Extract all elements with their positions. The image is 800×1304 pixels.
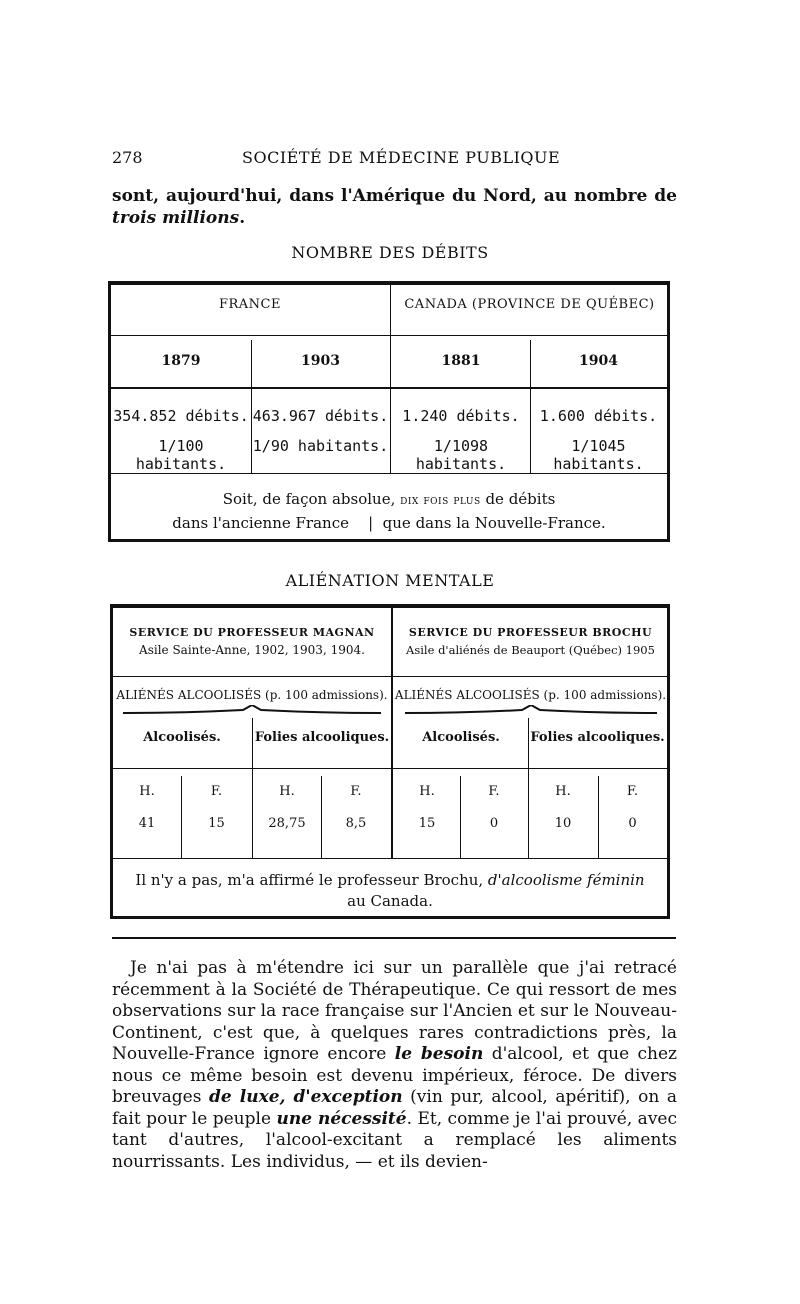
service-rule	[113, 676, 667, 677]
table2-footer-line2: au Canada.	[347, 892, 433, 910]
group-divider	[390, 285, 391, 473]
table1-footer-line1: Soit, de façon absolue, dix fois plus de débits	[222, 490, 556, 508]
sex-header: H.	[139, 784, 155, 799]
sex-header: F.	[488, 784, 500, 799]
sex-header: F.	[626, 784, 639, 799]
right-alienes: ALIÉNÉS ALCOOLISÉS (p. 100 admissions).	[394, 688, 667, 702]
value-cell: 41	[138, 816, 156, 831]
year-1881: 1881	[441, 353, 481, 369]
intro-text	[112, 185, 677, 229]
table1-title: NOMBRE DES DÉBITS	[291, 243, 489, 262]
value-cell: 0	[628, 816, 637, 831]
year-1903: 1903	[301, 353, 340, 369]
section-separator	[112, 937, 676, 939]
right-brace	[405, 705, 657, 715]
left-brace	[123, 705, 381, 715]
paragraph: Je n'ai pas à m'étendre ici sur un parallèle que j'ai retracé récemment à la Société de Thérapeutique. Ce qui ressort de mes observations sur la race française sur l'Ancien et sur le Nouveau-Continent, c'est que, à quelques rares contradictions près, la Nouvelle-France ignore encore le besoin d'alcool, et que chez nous ce même besoin est devenu impérieux, féroce. De divers breuvages de luxe, d'exception (vin pur, alcool, apéritif), on a fait pour le peuple une nécessité. Et, comme je l'ai prouvé, avec tant d'autres, l'alcool-excitant a remplacé les aliments nourrissants. Les individus, — et ils devien-	[112, 958, 678, 1172]
left-service: SERVICE DU PROFESSEUR MAGNAN	[129, 626, 375, 639]
value-cell: 15	[208, 816, 225, 831]
value-cell: 15	[418, 816, 436, 831]
year-rule	[111, 387, 667, 389]
ratio-1903: 1/90 habitants.	[252, 437, 389, 455]
table2-footer-line1: Il n'y a pas, m'a affirmé le professeur Brochu, d'alcoolisme féminin	[135, 871, 645, 889]
value-cell: 28,75	[268, 816, 306, 831]
debits-1879: 354.852 débits.	[113, 407, 249, 425]
left-alienes: ALIÉNÉS ALCOOLISÉS (p. 100 admissions).	[116, 688, 388, 702]
intro-text-1: sont, aujourd'hui, dans l'Amérique du Nord, au nombre de	[112, 186, 677, 206]
france-header: FRANCE	[218, 297, 281, 312]
running-title: SOCIÉTÉ DE MÉDECINE PUBLIQUE	[242, 148, 561, 167]
group-divider	[391, 608, 393, 858]
table2-footer	[113, 870, 667, 912]
sex-header: F.	[210, 784, 223, 799]
debits-1904: 1.600 débits.	[539, 407, 658, 425]
left-alcoolises: Alcoolisés.	[143, 730, 221, 745]
right-folies: Folies alcooliques.	[530, 730, 665, 745]
left-asile: Asile Sainte-Anne, 1902, 1903, 1904.	[139, 643, 365, 657]
body-paragraph	[112, 958, 677, 1173]
year-1904: 1904	[579, 353, 618, 369]
debits-table	[108, 281, 670, 542]
running-header	[112, 148, 672, 170]
sex-header: F.	[350, 784, 362, 799]
table2-title: ALIÉNATION MENTALE	[285, 571, 495, 590]
right-asile: Asile d'aliénés de Beauport (Québec) 1905	[406, 643, 655, 657]
sex-header: H.	[419, 784, 435, 799]
value-cell: 8,5	[345, 816, 367, 831]
ratio-1879: 1/100 habitants.	[135, 437, 227, 473]
table1-footer	[111, 488, 667, 534]
right-service: SERVICE DU PROFESSEUR BROCHU	[408, 626, 653, 639]
sub-rule	[113, 768, 667, 769]
debits-1881: 1.240 débits.	[402, 407, 520, 425]
debits-1903: 463.967 débits.	[252, 407, 389, 425]
sex-header: H.	[279, 784, 295, 799]
footer-rule	[111, 473, 667, 474]
intro-text-2: .	[239, 208, 246, 228]
canada-header: CANADA (PROVINCE DE QUÉBEC)	[404, 297, 655, 312]
ratio-1881: 1/1098 habitants.	[415, 437, 507, 473]
year-1879: 1879	[161, 353, 201, 369]
intro-italic: trois millions	[112, 208, 240, 228]
header-rule	[111, 335, 667, 336]
sex-header: H.	[555, 784, 571, 799]
table1-footer-line2: dans l'ancienne France | que dans la Nouvelle-France.	[172, 514, 606, 532]
page-number: 278	[112, 148, 143, 167]
value-cell: 0	[489, 816, 499, 831]
footer-rule	[113, 858, 667, 859]
alienation-table	[110, 604, 670, 919]
ratio-1904: 1/1045 habitants.	[553, 437, 644, 473]
right-alcoolises: Alcoolisés.	[422, 730, 500, 745]
left-folies: Folies alcooliques.	[254, 730, 390, 745]
value-cell: 10	[554, 816, 572, 831]
